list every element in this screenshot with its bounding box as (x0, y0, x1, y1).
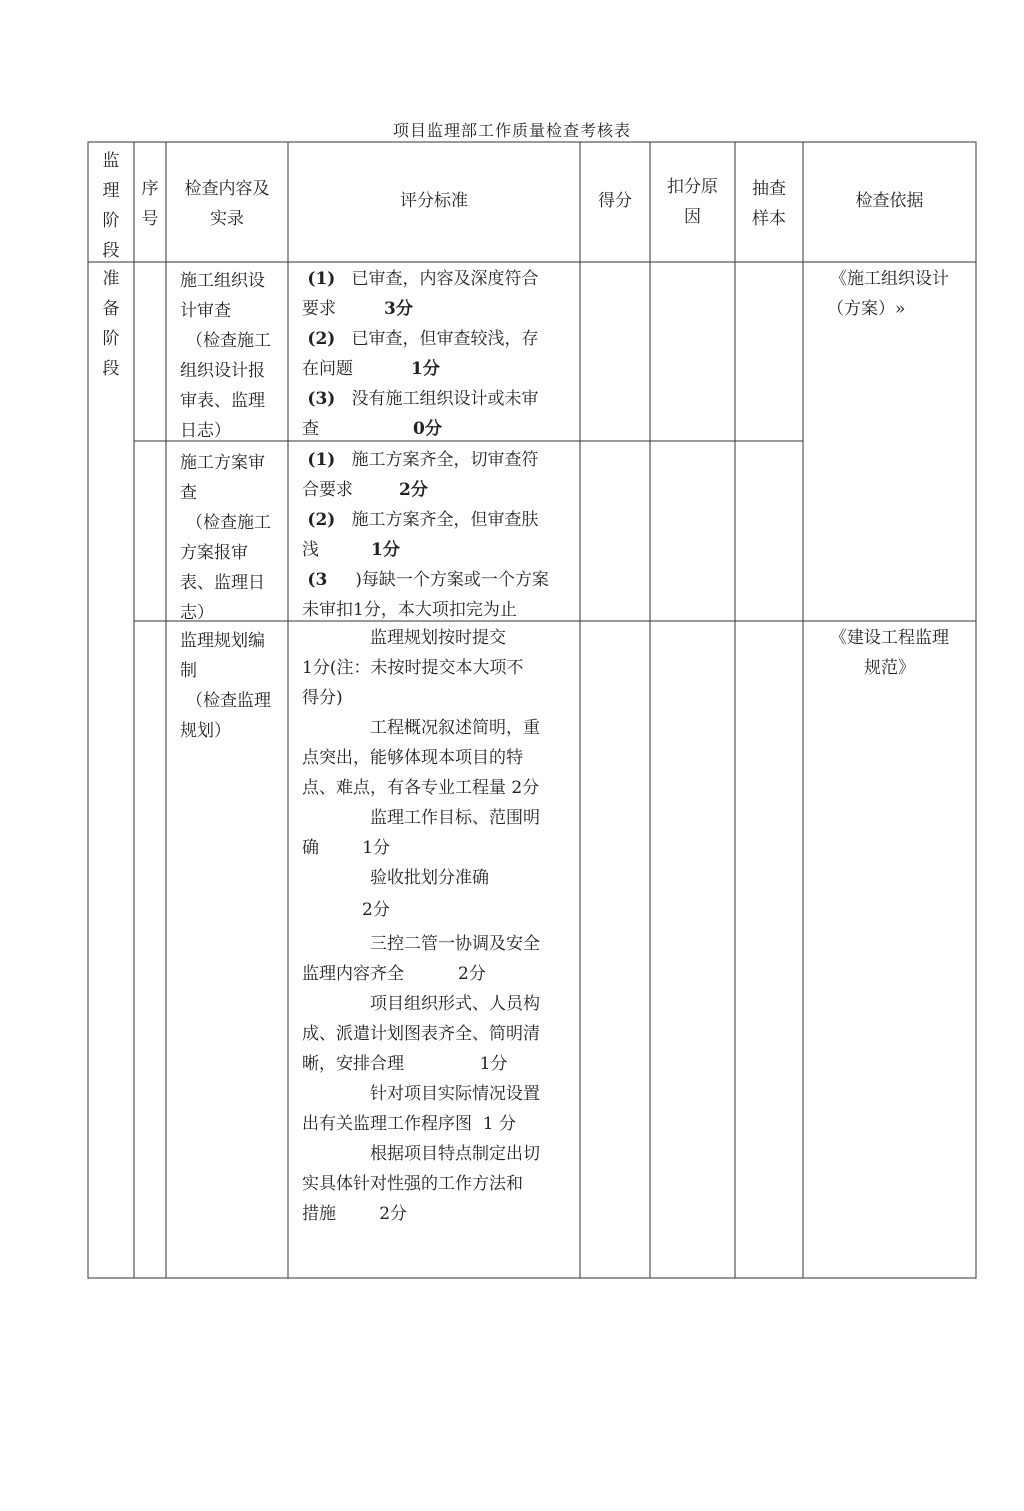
criteria-line: 要求 3分 (302, 299, 413, 319)
row2-criteria (302, 445, 578, 621)
header-score: 得分 (598, 191, 632, 211)
criteria-line: 未审扣1分，本大项扣完为止 (302, 600, 517, 620)
row2-content: 施工方案审 查 （检查施工 方案报审 表、监理日 志） (180, 453, 271, 620)
row3-criteria: 监理规划按时提交 1分(注：未按时提交本大项不 得分) 工程概况叙述简明，重 点突出，能够体现本项目的特 点、难点，有各专业工程量 2分 监理工作目标、范围明 确 1分 验收批划分准确 2分 三控二管一协调及安全 监理内容齐全 2分 项目组织形式、人员构 成、派遣计划图表齐全、简明清 晰，安排合理 1分 针对项目实际情况设置 出有关监理工作程序图 1 分 根据项目特点制定出切 实具体针对性强的工作方法和 措施 2分 (302, 628, 540, 1224)
header-sample: 抽查 样本 (752, 179, 786, 229)
row1-basis: 《施工组织设计 （方案）» (827, 269, 949, 319)
header-content: 检查内容及 实录 (184, 179, 270, 229)
criteria-line: 查 0分 (302, 419, 442, 439)
criteria-line: (2) 施工方案齐全，但审查肤 (307, 510, 539, 530)
header-basis: 检查依据 (855, 191, 924, 211)
header-deduct: 扣分原 因 (667, 177, 718, 227)
criteria-line: (3 )每缺一个方案或一个方案 (307, 570, 549, 590)
row3-content: 监理规划编 制 （检查监理 规划） (180, 631, 271, 741)
criteria-line: (2) 已审查，但审查较浅，存 (307, 329, 539, 349)
header-criteria: 评分标准 (400, 191, 468, 211)
stage-name: 准 备 阶 段 (102, 269, 120, 379)
criteria-line: (1) 施工方案齐全，切审查符 (307, 450, 539, 470)
criteria-line: (3) 没有施工组织设计或未审 (307, 389, 539, 409)
row1-criteria (302, 264, 578, 444)
criteria-line: 浅 1分 (302, 540, 400, 560)
header-seq: 序 号 (141, 179, 159, 229)
criteria-line: 在问题 1分 (302, 359, 440, 379)
header-stage: 监 理 阶 段 (102, 151, 120, 261)
document-title: 项目监理部工作质量检查考核表 (392, 121, 631, 140)
row1-content: 施工组织设 计审查 （检查施工 组织设计报 审表、监理 日志） (180, 271, 271, 441)
criteria-line: 合要求 2分 (302, 480, 428, 500)
criteria-line: (1) 已审查，内容及深度符合 (307, 269, 539, 289)
row3-basis: 《建设工程监理 规范》 (830, 628, 949, 678)
